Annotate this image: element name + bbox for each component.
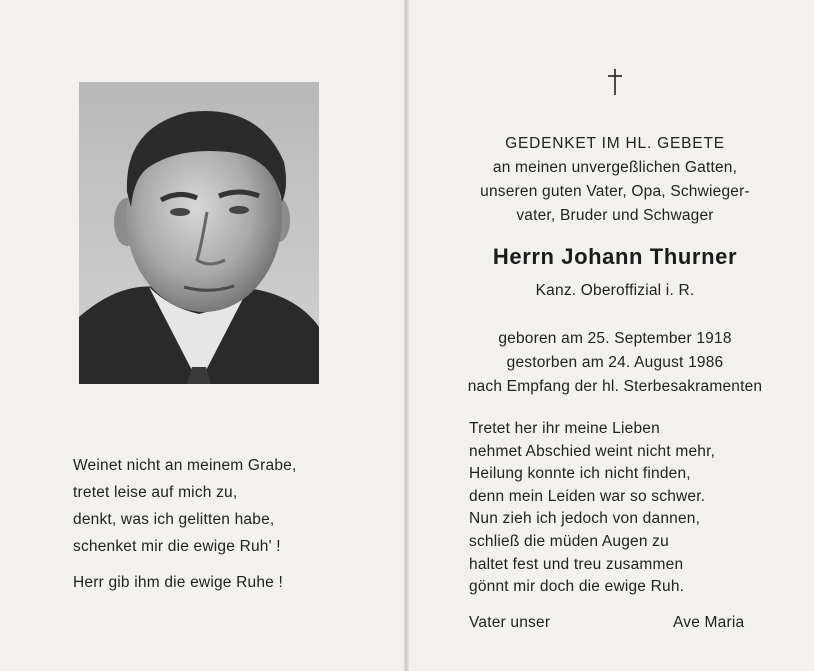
portrait-drawing <box>79 82 319 384</box>
dates-block <box>430 327 800 399</box>
dedication-heading: GEDENKET IM HL. GEBETE <box>505 135 725 152</box>
dedication-line: vater, Bruder und Schwager <box>516 207 714 224</box>
right-poem-line: gönnt mir doch die ewige Ruh. <box>469 578 685 596</box>
dedication-line: unseren guten Vater, Opa, Schwieger- <box>480 183 750 200</box>
left-closing-line: Herr gib ihm die ewige Ruhe ! <box>73 574 283 591</box>
title-block <box>430 279 800 303</box>
birth-date: geboren am 25. September 1918 <box>498 330 732 347</box>
dedication-line: an meinen unvergeßlichen Gatten, <box>492 159 738 176</box>
right-poem-line: haltet fest und treu zusammen <box>469 555 684 573</box>
right-poem-line: Heilung konnte ich nicht finden, <box>469 465 691 483</box>
left-poem-line: denkt, was ich gelitten habe, <box>73 511 275 528</box>
prayer-ave-maria: Ave Maria <box>673 614 745 631</box>
deceased-name: Herrn Johann Thurner <box>492 244 738 269</box>
left-poem <box>73 452 373 596</box>
left-poem-line: tretet leise auf mich zu, <box>73 484 238 501</box>
portrait-photo <box>79 82 319 384</box>
sacraments-line: nach Empfang der hl. Sterbesakramenten <box>467 378 763 395</box>
right-poem-line: Tretet her ihr meine Lieben <box>469 420 660 437</box>
right-poem <box>469 418 789 599</box>
left-poem-line: schenket mir die ewige Ruh' ! <box>73 538 281 555</box>
left-poem-line: Weinet nicht an meinem Grabe, <box>73 457 297 474</box>
prayer-vater-unser: Vater unser <box>469 614 551 631</box>
right-poem-line: Nun zieh ich jedoch von dannen, <box>469 510 701 528</box>
dedication-block <box>430 132 800 228</box>
right-poem-line: schließ die müden Augen zu <box>469 532 669 550</box>
right-poem-line: denn mein Leiden war so schwer. <box>469 487 706 505</box>
death-date: gestorben am 24. August 1986 <box>506 354 724 371</box>
cross-icon <box>605 68 625 96</box>
right-poem-line: nehmet Abschied weint nicht mehr, <box>469 442 716 460</box>
deceased-title: Kanz. Oberoffizial i. R. <box>535 282 695 299</box>
